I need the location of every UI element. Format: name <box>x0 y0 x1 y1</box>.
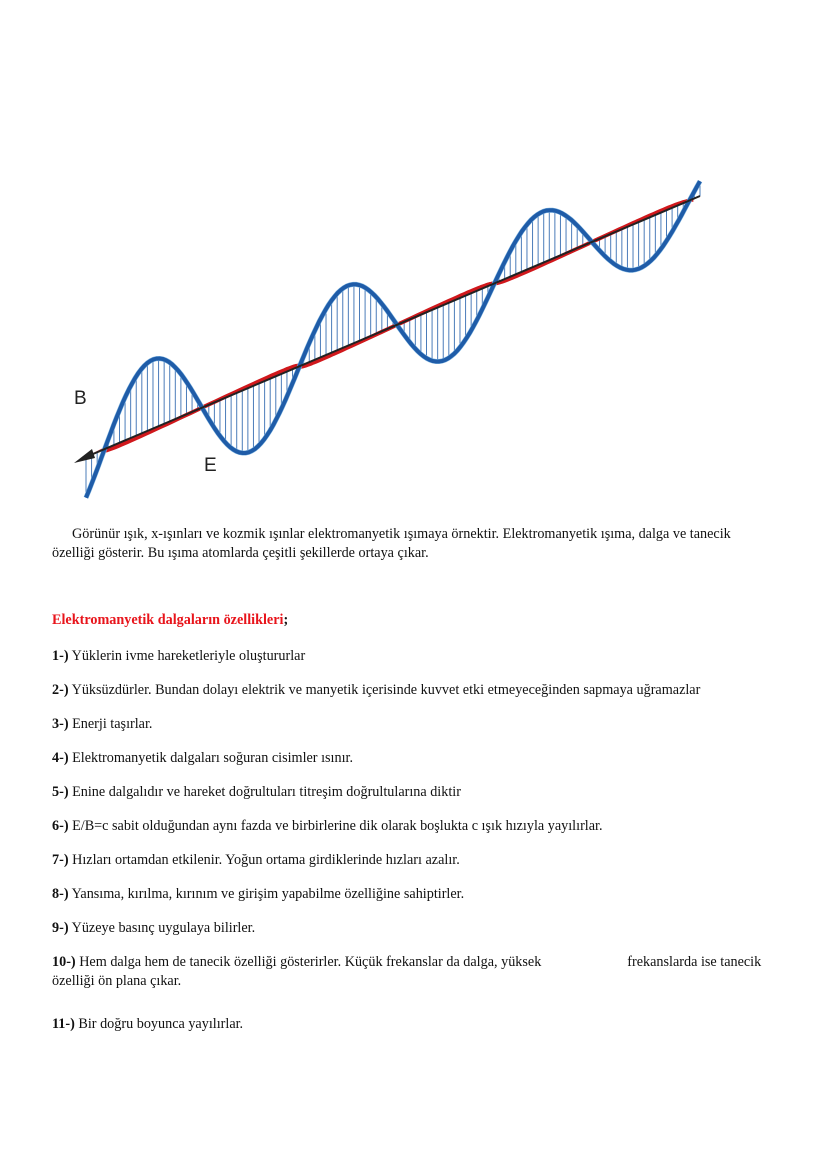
item-number: 1-) <box>52 648 69 664</box>
electromagnetic-wave-figure <box>0 180 828 510</box>
item-number: 4-) <box>52 750 69 766</box>
item-text: Elektromanyetik dalgaları soğuran cisimler ısınır. <box>68 750 354 766</box>
electric-wave-curve-back <box>86 181 700 498</box>
item-number: 3-) <box>52 716 69 732</box>
list-item <box>52 715 772 734</box>
item-text: E/B=c sabit olduğundan aynı fazda ve birbirlerine dik olarak boşlukta c ışık hızıyla yayılırlar. <box>68 818 603 834</box>
item-number: 7-) <box>52 852 69 868</box>
item-text: Enerji taşırlar. <box>68 716 153 732</box>
list-item <box>52 749 772 768</box>
item-text-continued: frekanslarda ise tanecik özelliği ön plana çıkar. <box>52 954 762 989</box>
electric-field-arrows <box>86 181 700 497</box>
section-heading <box>52 611 772 630</box>
item-number: 2-) <box>52 682 69 698</box>
item-text: Yüklerin ivme hareketleriyle oluştururlar <box>68 648 306 664</box>
item-number: 10-) <box>52 954 76 970</box>
heading-text: Elektromanyetik dalgaların özellikleri <box>52 612 284 628</box>
list-item <box>52 1015 772 1034</box>
list-item <box>52 885 772 904</box>
item-number: 5-) <box>52 784 69 800</box>
item-text: Hem dalga hem de tanecik özelliği gösterirler. Küçük frekanslar da dalga, yüksek <box>75 954 542 970</box>
intro-paragraph: Görünür ışık, x-ışınları ve kozmik ışınlar elektromanyetik ışımaya örnektir. Elektromanyetik ışıma, dalga ve tanecik özelliği gösterir. Bu ışıma atomlarda çeşitli şekillerde ortaya çıkar. <box>52 526 731 561</box>
list-item <box>52 681 772 700</box>
item-number: 8-) <box>52 886 69 902</box>
item-number: 6-) <box>52 818 69 834</box>
label-e: E <box>204 455 217 476</box>
item-number: 9-) <box>52 920 69 936</box>
propagation-axis <box>86 196 700 457</box>
electric-wave-curve <box>86 181 700 498</box>
list-item <box>52 647 772 666</box>
label-b: B <box>74 388 87 409</box>
item-text: Yansıma, kırılma, kırınım ve girişim yapabilme özelliğine sahiptirler. <box>68 886 465 902</box>
item-text: Yüzeye basınç uygulaya bilirler. <box>68 920 256 936</box>
item-text: Bir doğru boyunca yayılırlar. <box>74 1016 244 1032</box>
item-text: Yüksüzdürler. Bundan dolayı elektrik ve manyetik içerisinde kuvvet etki etmeyeceğinden sapmaya uğramazlar <box>68 682 701 698</box>
list-item <box>52 953 772 991</box>
list-item <box>52 817 772 836</box>
list-item <box>52 919 772 938</box>
heading-punct: ; <box>283 612 289 628</box>
item-number: 11-) <box>52 1016 75 1032</box>
list-item <box>52 851 772 870</box>
item-text: Hızları ortamdan etkilenir. Yoğun ortama girdiklerinde hızları azalır. <box>68 852 460 868</box>
item-text: Enine dalgalıdır ve hareket doğrultuları titreşim doğrultularına diktir <box>68 784 461 800</box>
list-item <box>52 783 772 802</box>
